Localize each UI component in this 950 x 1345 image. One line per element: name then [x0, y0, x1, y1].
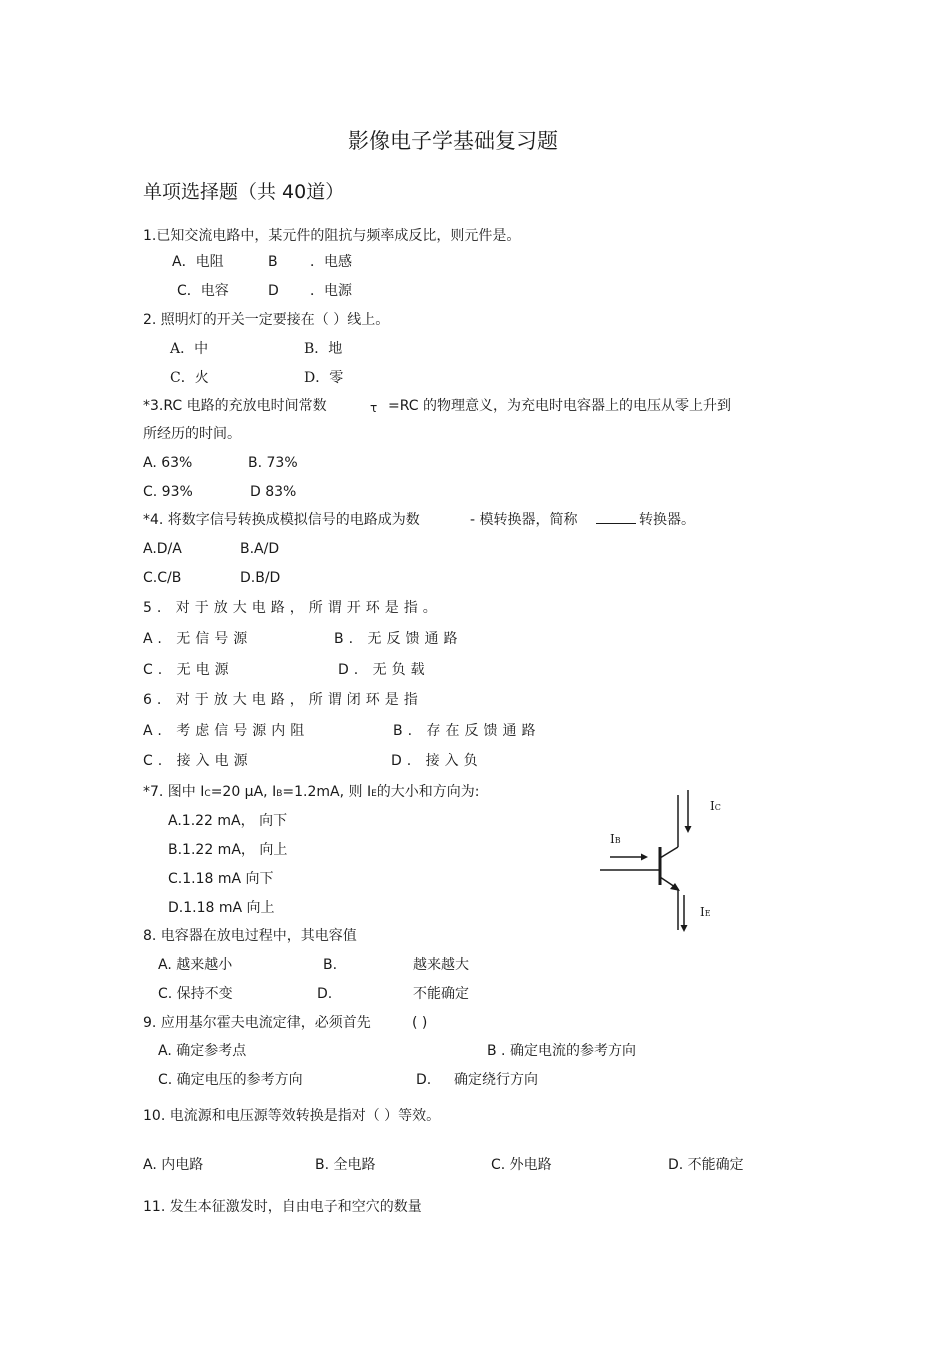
question-5: 5. 对于放大电路，所谓开环是指。: [143, 600, 442, 616]
q1-option-d-text: ．电源: [310, 283, 352, 299]
question-4-part2: - 模转换器，简称: [470, 512, 578, 528]
q8-option-d-letter: D.: [317, 986, 333, 1002]
q2-option-d: D．零: [304, 370, 344, 386]
q7-option-a: A.1.22 mA， 向下: [168, 813, 288, 829]
question-3-part2: =RC 的物理意义，为充电时电容器上的电压从零上升到: [388, 398, 731, 414]
answer-blank: [596, 511, 636, 529]
q8-option-b-text: 越来越大: [413, 957, 469, 973]
label-ib: IB: [610, 832, 621, 846]
q4-option-a: A.D/A: [143, 541, 182, 557]
q2-option-b: B．地: [304, 341, 343, 357]
question-3-line2: 所经历的时间。: [143, 426, 241, 442]
q7-option-d: D.1.18 mA 向上: [168, 900, 275, 916]
q5-option-b: B. 无反馈通路: [334, 631, 463, 647]
question-4-part3: 转换器。: [639, 512, 695, 528]
label-ic: IC: [710, 799, 721, 813]
q5-option-d: D. 无负载: [338, 662, 430, 678]
q6-option-a: A. 考虑信号源内阻: [143, 723, 310, 739]
q2-option-c: C．火: [170, 370, 209, 386]
page-title: 影像电子学基础复习题: [348, 129, 558, 153]
q1-option-b-letter: B: [268, 254, 278, 270]
q7-option-b: B.1.22 mA， 向上: [168, 842, 288, 858]
question-9: 9. 应用基尔霍夫电流定律，必须首先: [143, 1015, 371, 1031]
q1-option-b-text: ．电感: [310, 254, 352, 270]
q9-option-b: B . 确定电流的参考方向: [487, 1043, 636, 1059]
q3-option-b: B. 73%: [248, 455, 298, 471]
q5-option-a: A. 无信号源: [143, 631, 253, 647]
q7-option-c: C.1.18 mA 向下: [168, 871, 274, 887]
q1-option-d-letter: D: [268, 283, 279, 299]
q10-option-b: B. 全电路: [315, 1157, 376, 1173]
q4-option-c: C.C/B: [143, 570, 182, 586]
q8-option-a: A. 越来越小: [158, 957, 233, 973]
q1-option-a: A．电阻: [172, 254, 224, 270]
q10-option-d: D. 不能确定: [668, 1157, 744, 1173]
q9-option-d-letter: D.: [416, 1072, 432, 1088]
question-10: 10. 电流源和电压源等效转换是指对（ ）等效。: [143, 1108, 441, 1124]
q6-option-d: D. 接入负: [391, 753, 483, 769]
q8-option-c: C. 保持不变: [158, 986, 233, 1002]
question-1: 1.已知交流电路中，某元件的阻抗与频率成反比，则元件是。: [143, 228, 521, 244]
question-6: 6. 对于放大电路，所谓闭环是指: [143, 692, 423, 708]
tau-symbol: τ: [370, 401, 378, 415]
section-heading: 单项选择题（共 40道）: [143, 181, 345, 203]
q2-option-a: A．中: [170, 341, 209, 357]
q3-option-a: A. 63%: [143, 455, 193, 471]
q3-option-c: C. 93%: [143, 484, 193, 500]
question-7: *7. 图中 IC=20 μA, IB=1.2mA, 则 IE的大小和方向为:: [143, 784, 480, 800]
question-11: 11. 发生本征激发时，自由电子和空穴的数量: [143, 1199, 422, 1215]
q9-paren: ( ): [412, 1015, 428, 1031]
q3-option-d: D 83%: [250, 484, 297, 500]
q5-option-c: C. 无电源: [143, 662, 234, 678]
q9-option-a: A. 确定参考点: [158, 1043, 247, 1059]
question-3-part1: *3.RC 电路的充放电时间常数: [143, 398, 327, 414]
q6-option-b: B. 存在反馈通路: [393, 723, 541, 739]
q4-option-d: D.B/D: [240, 570, 281, 586]
question-4-part1: *4. 将数字信号转换成模拟信号的电路成为数: [143, 512, 420, 528]
q6-option-c: C. 接入电源: [143, 753, 253, 769]
q8-option-b-letter: B.: [323, 957, 338, 973]
q9-option-c: C. 确定电压的参考方向: [158, 1072, 303, 1088]
q10-option-c: C. 外电路: [491, 1157, 552, 1173]
q1-option-c: C．电容: [177, 283, 229, 299]
q8-option-d-text: 不能确定: [413, 986, 469, 1002]
q10-option-a: A. 内电路: [143, 1157, 204, 1173]
label-ie: IE: [700, 905, 711, 919]
q4-option-b: B.A/D: [240, 541, 280, 557]
question-2: 2. 照明灯的开关一定要接在（ ）线上。: [143, 312, 390, 328]
q9-option-d-text: 确定绕行方向: [454, 1072, 538, 1088]
question-8: 8. 电容器在放电过程中，其电容值: [143, 928, 357, 944]
